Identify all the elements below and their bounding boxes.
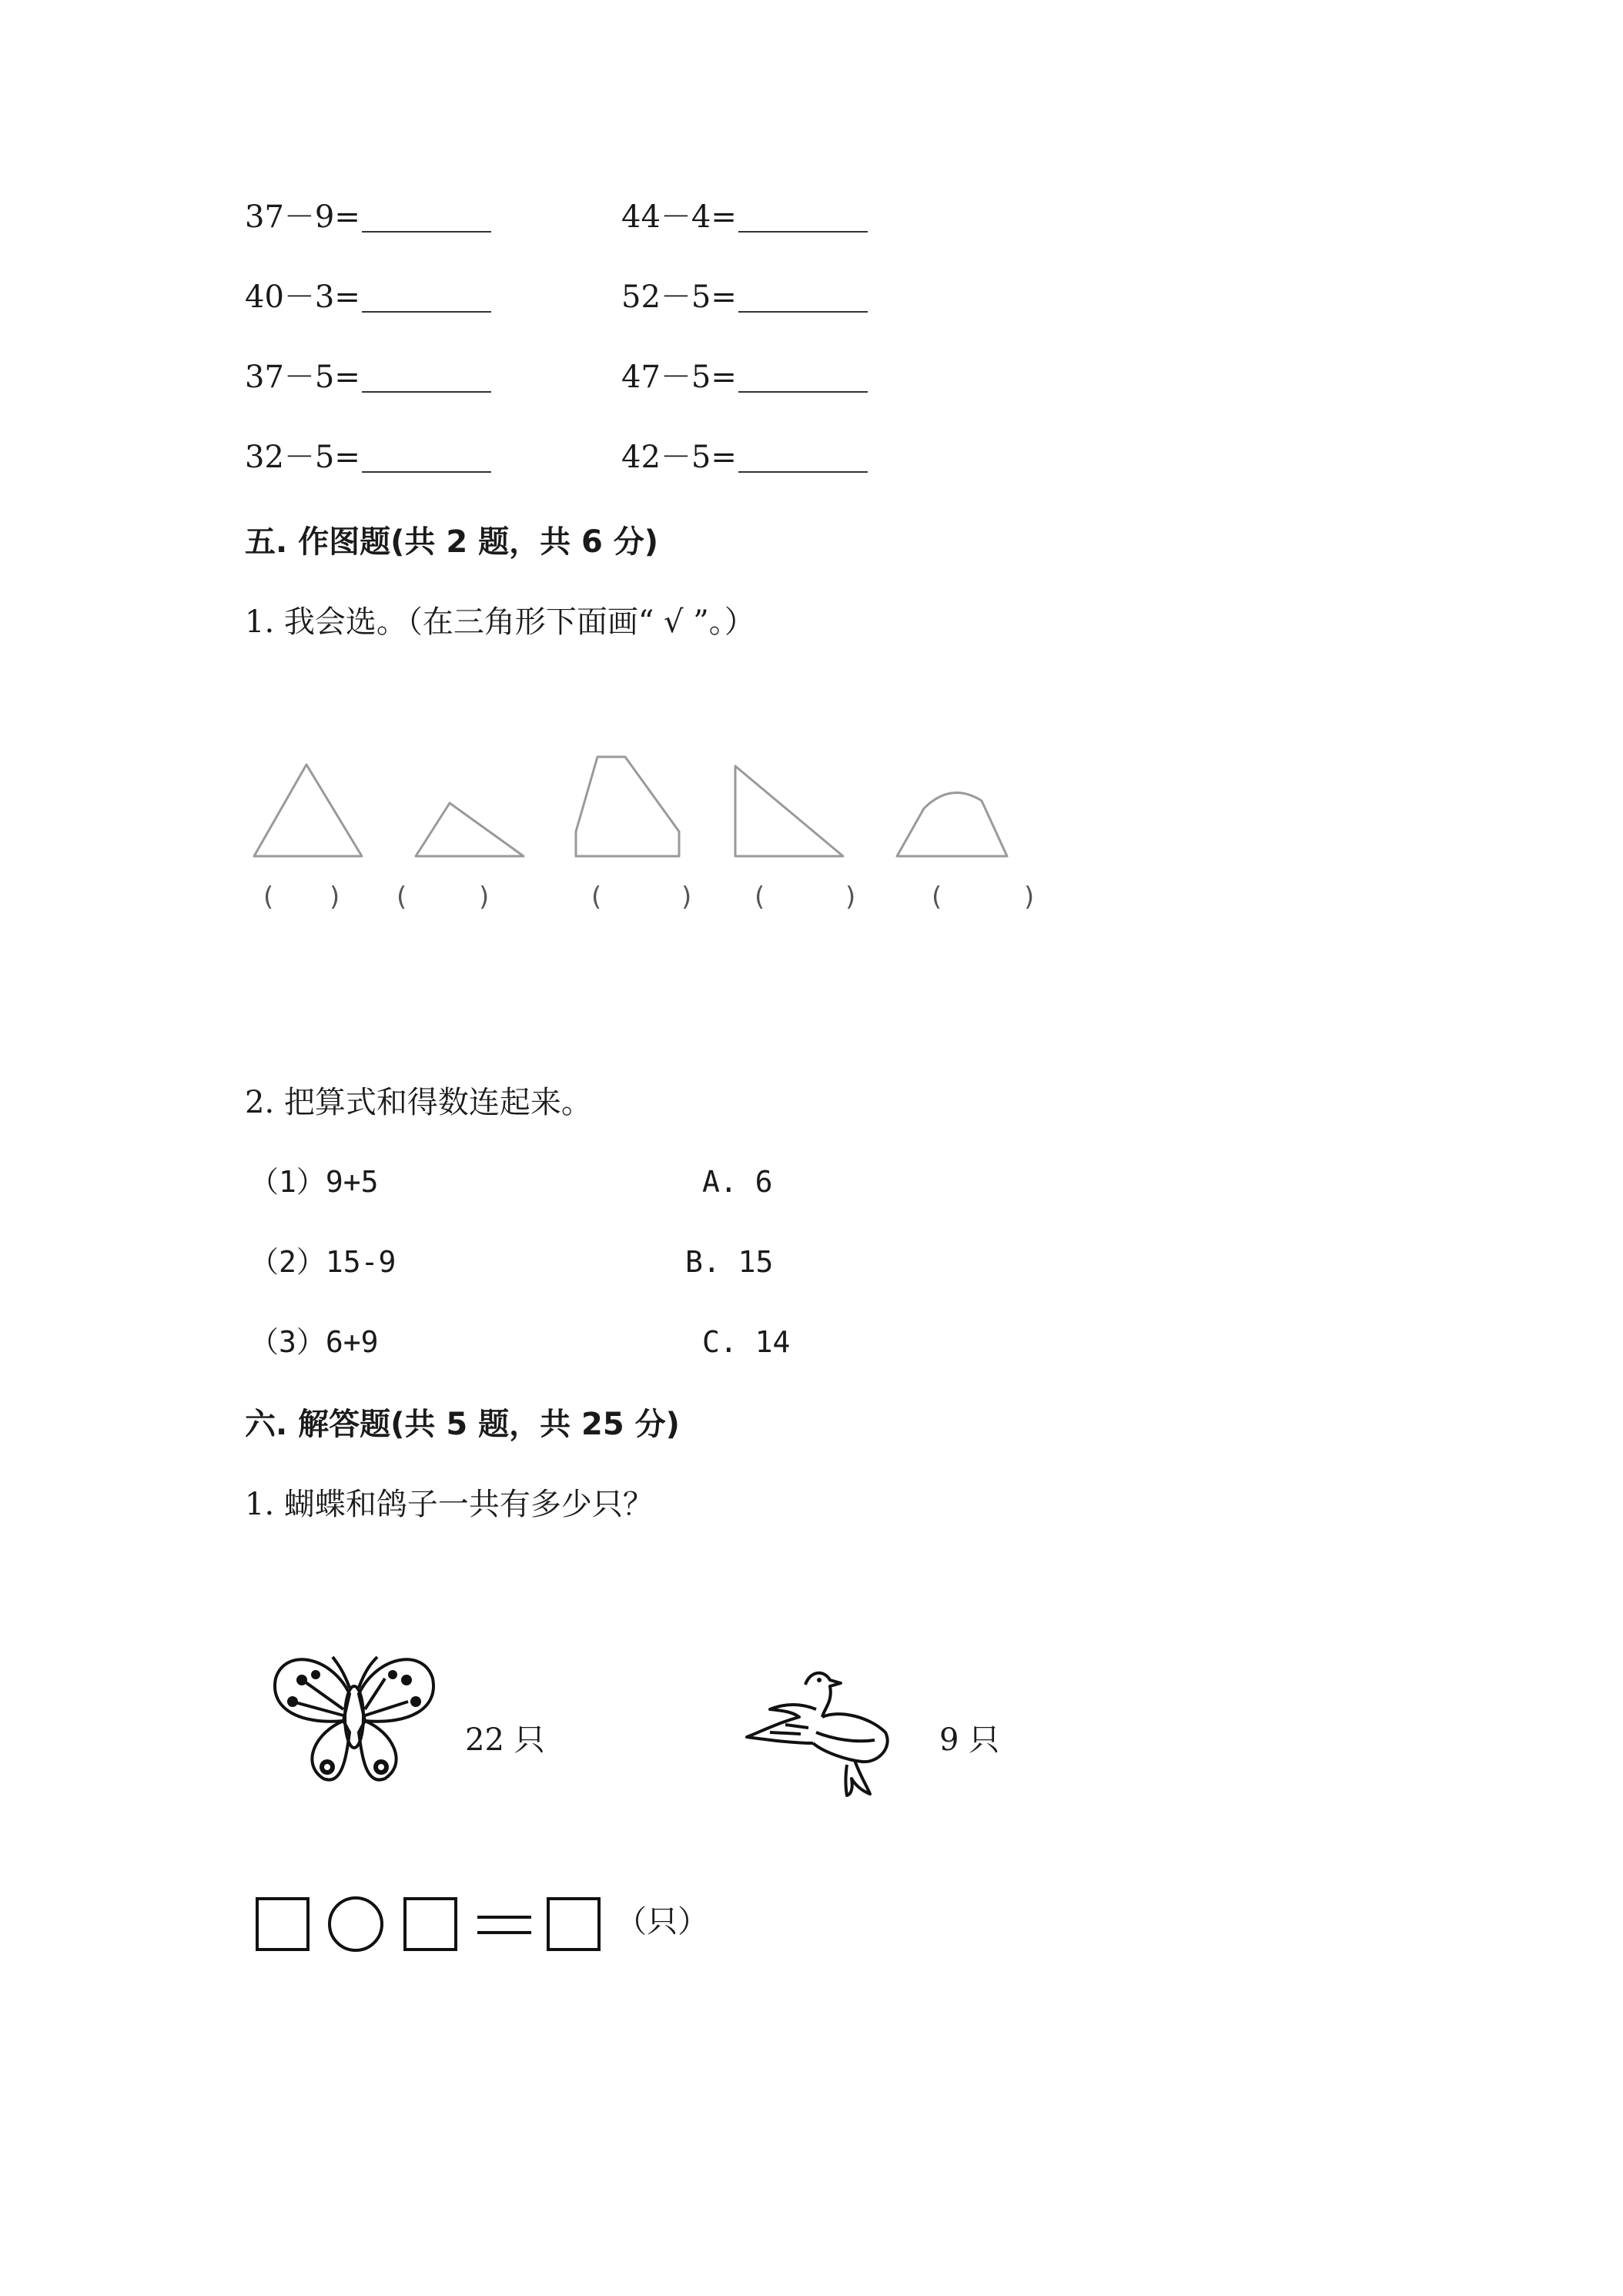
paren-left: (: [755, 882, 765, 912]
problem-4-1: 32－5=: [245, 442, 491, 473]
pigeon-icon: [739, 1663, 916, 1802]
paren-right: ): [479, 882, 490, 912]
shape-scalene-triangle: [416, 803, 524, 856]
problem-1-1: 37－9=: [245, 202, 491, 233]
operator-circle: [330, 1898, 382, 1950]
match-left-1: （1）9+5: [249, 1165, 379, 1199]
paren-right: ): [1024, 882, 1035, 912]
paren-right: ): [330, 882, 340, 912]
section-6-title: 六. 解答题(共 5 题，共 25 分): [245, 1407, 680, 1442]
match-right-b: B. 15: [685, 1245, 774, 1279]
shape-truncated-triangle: [576, 757, 679, 856]
problem-2-1: 40－3=: [245, 282, 491, 313]
question-5-1: 1. 我会选。（在三角形下面画“ √ ”。）: [245, 604, 755, 640]
problem-4-2: 42－5=: [621, 442, 868, 473]
shape-dome-shape: [897, 793, 1007, 856]
problem-2-2: 52－5=: [621, 282, 868, 313]
butterfly-icon: [269, 1648, 439, 1794]
question-5-2: 2. 把算式和得数连起来。: [245, 1085, 592, 1120]
question-6-1: 1. 蝴蝶和鸽子一共有多少只？: [245, 1487, 654, 1522]
problem-3-2: 47－5=: [621, 362, 868, 393]
answer-box-3: [548, 1899, 599, 1950]
unit-label: （只）: [616, 1904, 708, 1940]
shape-equilateral-triangle: [254, 765, 362, 856]
paren-left: (: [932, 882, 942, 912]
problem-3-1: 37－5=: [245, 362, 491, 393]
paren-left: (: [263, 882, 274, 912]
paren-left: (: [397, 882, 407, 912]
answer-box-2: [405, 1899, 456, 1950]
shapes-figure: [0, 0, 1623, 1001]
butterfly-count: 22 只: [465, 1722, 545, 1758]
problem-1-2: 44－4=: [621, 202, 868, 233]
pigeon-count: 9 只: [939, 1722, 1000, 1758]
match-left-2: （2）15-9: [249, 1245, 397, 1279]
section-5-title: 五. 作图题(共 2 题，共 6 分): [245, 524, 659, 560]
match-right-a: A. 6: [702, 1165, 773, 1199]
answer-box-1: [257, 1899, 308, 1950]
match-right-c: C. 14: [702, 1325, 791, 1359]
match-left-3: （3）6+9: [249, 1325, 379, 1359]
paren-right: ): [681, 882, 692, 912]
paren-right: ): [845, 882, 856, 912]
paren-left: (: [591, 882, 602, 912]
shape-right-triangle: [735, 766, 843, 856]
